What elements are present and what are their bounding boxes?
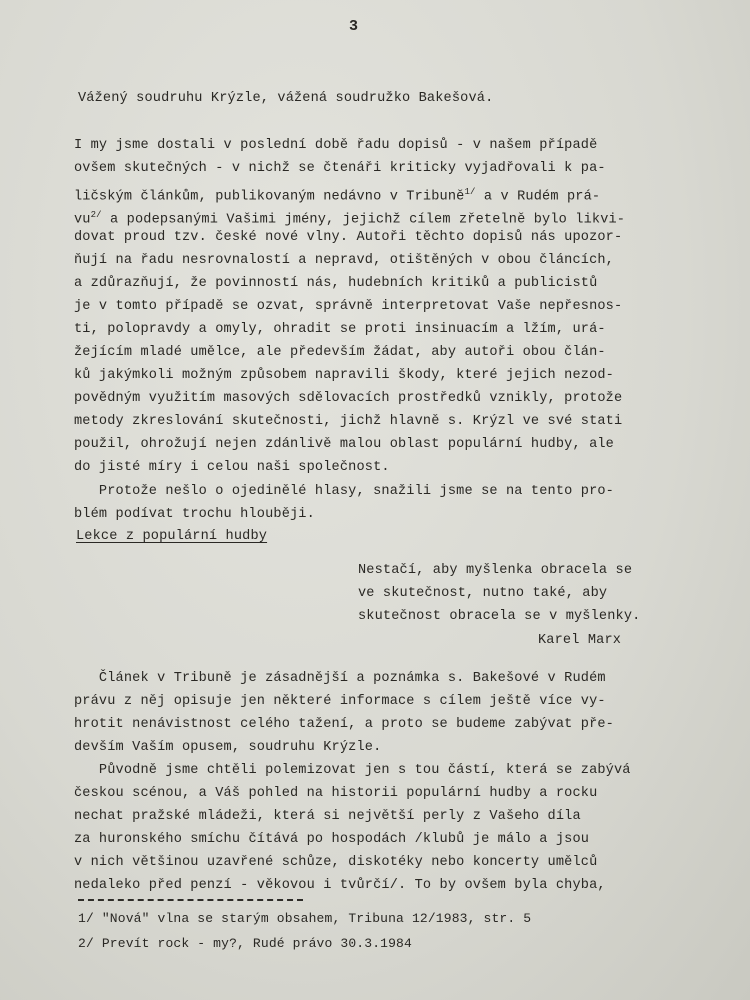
paragraph-line: použil, ohrožují nejen zdánlivě malou oblast populární hudby, ale: [74, 437, 614, 452]
footnote-ref: 1/: [464, 187, 476, 197]
footnote: 2/ Prevít rock - my?, Rudé právo 30.3.1984: [78, 936, 412, 951]
paragraph-line: I my jsme dostali v poslední době řadu dopisů - v našem případě: [74, 138, 598, 153]
paragraph-line: povědným využitím masových sdělovacích prostředků vznikly, protože: [74, 391, 623, 406]
paragraph-line: ků jakýmkoli možným způsobem napravili škody, které jejich nezod-: [74, 368, 614, 383]
paragraph-line: nedaleko před penzí - věkovou i tvůrčí/. To by ovšem byla chyba,: [74, 878, 606, 893]
section-heading: Lekce z populární hudby: [76, 529, 268, 544]
paragraph-line: a zdůrazňují, že povinností nás, hudebních kritiků a publicistů: [74, 276, 598, 291]
epigraph-line: Nestačí, aby myšlenka obracela se: [358, 563, 633, 578]
paragraph-line: českou scénou, a Váš pohled na historii populární hudby a rocku: [74, 786, 598, 801]
paragraph-line: za huronského smíchu čítává po hospodách /klubů je málo a jsou: [74, 832, 590, 847]
page-number: 3: [349, 18, 359, 35]
footnote: 1/ "Nová" vlna se starým obsahem, Tribuna 12/1983, str. 5: [78, 911, 532, 926]
epigraph-author: Karel Marx: [538, 633, 622, 648]
paragraph-line: do jisté míry i celou naši společnost.: [74, 460, 390, 475]
paragraph-line: Článek v Tribuně je zásadnější a poznámka s. Bakešové v Rudém: [74, 671, 606, 686]
salutation: Vážený soudruhu Krýzle, vážená soudružko Bakešová.: [78, 91, 494, 106]
paragraph-line: ňují na řadu nesrovnalostí a nepravd, otištěných v obou článcích,: [74, 253, 614, 268]
paragraph-line: Původně jsme chtěli polemizovat jen s tou částí, která se zabývá: [74, 763, 631, 778]
paragraph-line: nechat pražské mládeži, která si největší perly z Vašeho díla: [74, 809, 581, 824]
paragraph-line: je v tomto případě se ozvat, správně interpretovat Vaše nepřesnos-: [74, 299, 623, 314]
paragraph-line: blém podívat trochu hlouběji.: [74, 507, 315, 522]
footnote-divider: [78, 899, 303, 901]
paragraph-line: právu z něj opisuje jen některé informace s cílem ještě více vy-: [74, 694, 606, 709]
paragraph-line: metody zkreslování skutečnosti, jichž hlavně s. Krýzl ve své stati: [74, 414, 623, 429]
paragraph-line: ovšem skutečných - v nichž se čtenáři kriticky vyjadřovali k pa-: [74, 161, 606, 176]
paragraph-line: hrotit nenávistnost celého tažení, a proto se budeme zabývat pře-: [74, 717, 614, 732]
paragraph-line: v nich většinou uzavřené schůze, diskotéky nebo koncerty umělců: [74, 855, 598, 870]
paragraph-line: Protože nešlo o ojedinělé hlasy, snažili jsme se na tento pro-: [74, 484, 614, 499]
epigraph-line: ve skutečnost, nutno také, aby: [358, 586, 608, 601]
paragraph-line: žejícím mladé umělce, ale především žádat, aby autoři obou člán-: [74, 345, 606, 360]
paragraph-line: ličským článkům, publikovaným nedávno v Tribuně$^{1/}$ a v Rudém prá-: [74, 187, 601, 205]
paragraph-line: $vu^{2/}$ a podepsanými Vašimi jmény, jejichž cílem zřetelně bylo likvi-: [74, 210, 626, 228]
footnote-ref: 2/: [90, 210, 102, 220]
paragraph-line: ti, polopravdy a omyly, ohradit se proti insinuacím a lžím, urá-: [74, 322, 606, 337]
paragraph-line: devším Vaším opusem, soudruhu Krýzle.: [74, 740, 382, 755]
epigraph-line: skutečnost obracela se v myšlenky.: [358, 609, 641, 624]
paragraph-line: dovat proud tzv. české nové vlny. Autoři těchto dopisů nás upozor-: [74, 230, 623, 245]
